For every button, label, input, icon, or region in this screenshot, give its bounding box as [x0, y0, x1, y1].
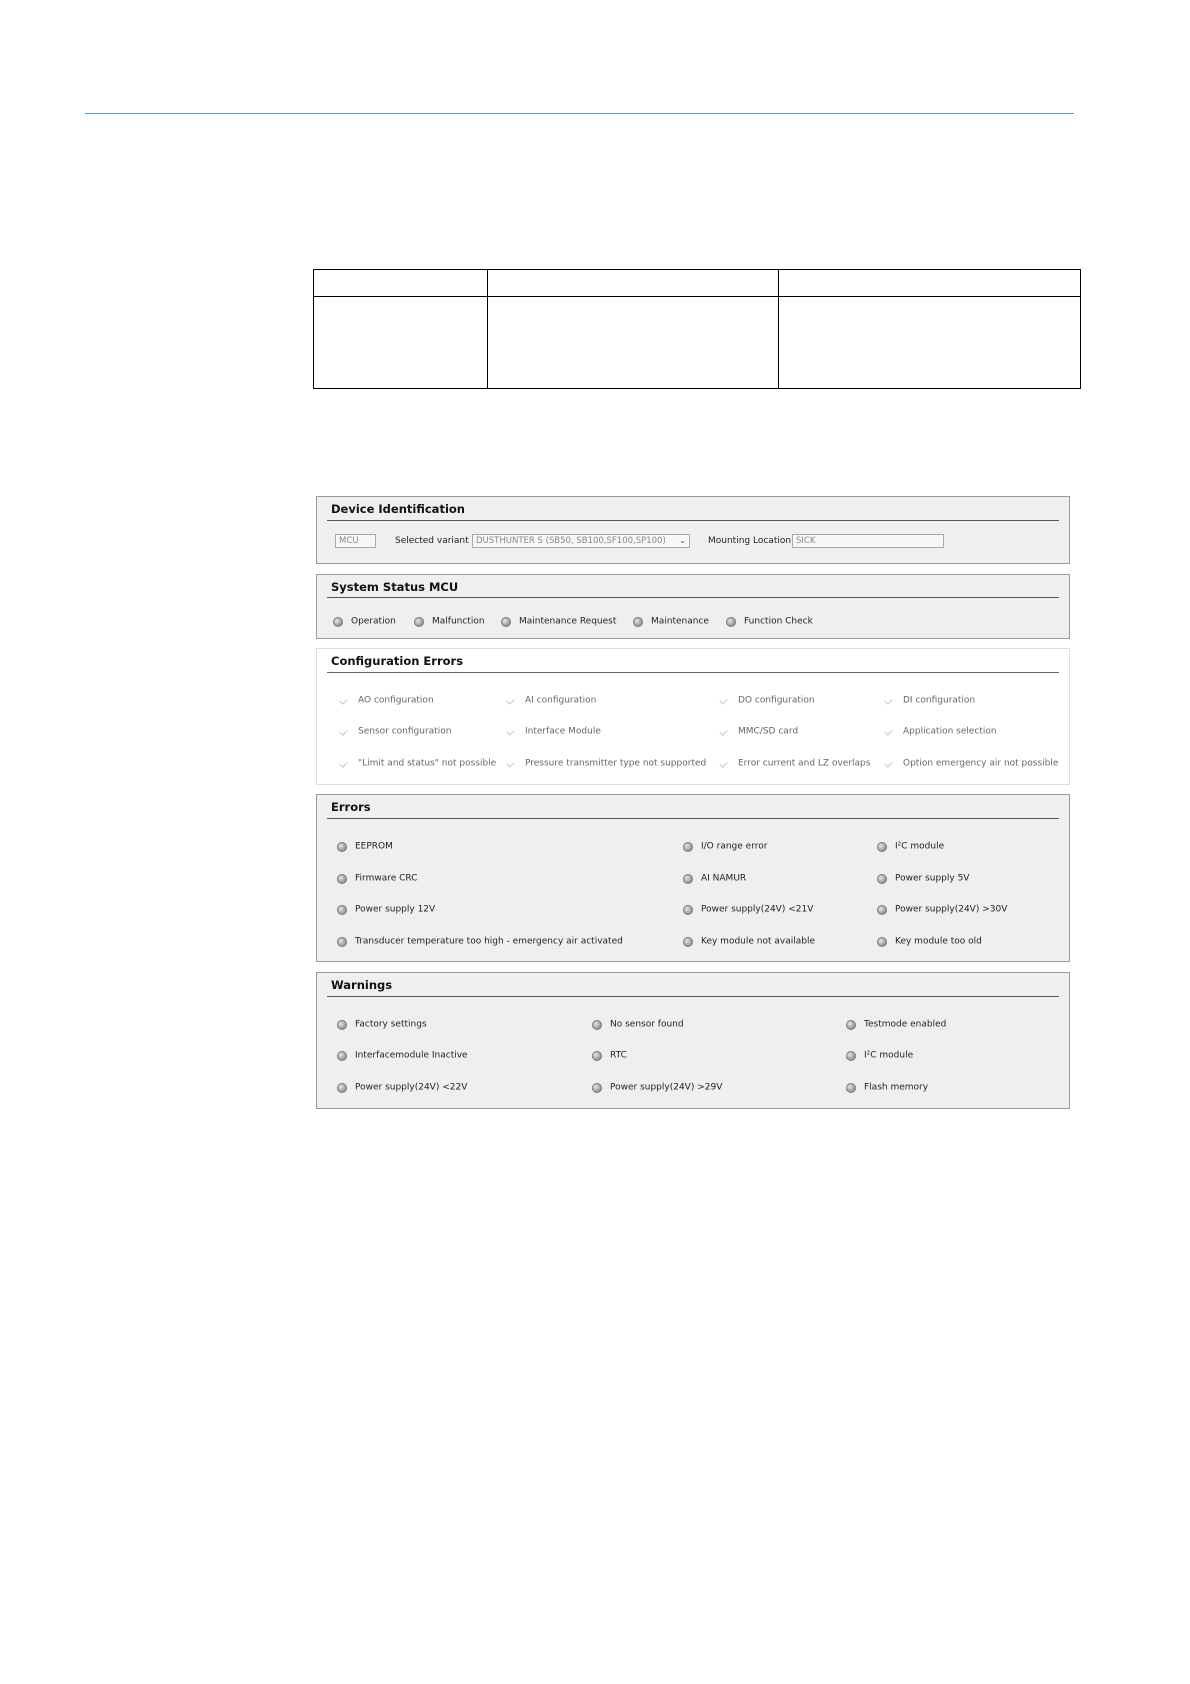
status-led-icon [337, 842, 347, 852]
config-error-item: Pressure transmitter type not supported [505, 753, 706, 767]
check-icon [719, 696, 727, 704]
status-led-icon [333, 617, 343, 627]
status-indicator-maintenance: Maintenance [633, 611, 709, 625]
panel-divider [327, 996, 1059, 997]
check-icon [884, 727, 892, 735]
panel-title: Errors [331, 800, 371, 814]
panel-divider [327, 818, 1059, 819]
config-error-item: Application selection [883, 721, 997, 735]
table-header-row [314, 270, 1081, 297]
warning-indicator: No sensor found [592, 1014, 684, 1028]
warning-indicator: Flash memory [846, 1077, 928, 1091]
config-error-item: Sensor configuration [338, 721, 451, 735]
check-icon [884, 759, 892, 767]
variant-select-value: DUSTHUNTER S (SB50, SB100,SF100,SP100) [476, 536, 666, 546]
status-led-icon [846, 1051, 856, 1061]
error-indicator: AI NAMUR [683, 868, 746, 882]
device-identification-panel [316, 496, 1070, 564]
status-led-icon [877, 905, 887, 915]
table-row [314, 297, 1081, 389]
config-error-item: DO configuration [718, 690, 815, 704]
status-led-icon [683, 874, 693, 884]
system-status-panel [316, 574, 1070, 639]
status-led-icon [337, 1083, 347, 1093]
warning-indicator: Interfacemodule Inactive [337, 1045, 468, 1059]
table-header-cell [488, 270, 779, 297]
status-led-icon [337, 905, 347, 915]
status-led-icon [337, 1051, 347, 1061]
check-icon [506, 727, 514, 735]
panel-divider [327, 672, 1059, 673]
status-led-icon [683, 905, 693, 915]
status-indicator-function-check: Function Check [726, 611, 813, 625]
error-indicator: Power supply 12V [337, 899, 435, 913]
config-error-item: Interface Module [505, 721, 601, 735]
table-header-cell [779, 270, 1081, 297]
status-led-icon [337, 937, 347, 947]
check-icon [339, 727, 347, 735]
table-cell [779, 297, 1081, 389]
status-led-icon [683, 842, 693, 852]
error-indicator: Key module not available [683, 931, 815, 945]
check-icon [506, 759, 514, 767]
selected-variant-label: Selected variant [395, 536, 469, 546]
chevron-down-icon[interactable]: ⌄ [679, 536, 686, 545]
status-led-icon [592, 1020, 602, 1030]
status-led-icon [846, 1083, 856, 1093]
status-led-icon [877, 842, 887, 852]
error-indicator: I/O range error [683, 836, 767, 850]
config-error-item: Option emergency air not possible [883, 753, 1058, 767]
table-cell [314, 297, 488, 389]
mounting-location-field[interactable]: SICK [792, 534, 944, 548]
config-error-item: DI configuration [883, 690, 975, 704]
check-icon [719, 759, 727, 767]
status-led-icon [877, 874, 887, 884]
table-cell [488, 297, 779, 389]
panel-divider [327, 597, 1059, 598]
status-led-icon [592, 1083, 602, 1093]
check-icon [339, 759, 347, 767]
config-error-item: AO configuration [338, 690, 434, 704]
warning-indicator: Power supply(24V) >29V [592, 1077, 722, 1091]
variant-select[interactable] [472, 534, 690, 548]
document-table [313, 269, 1081, 389]
status-led-icon [846, 1020, 856, 1030]
error-indicator: EEPROM [337, 836, 393, 850]
panel-title: Warnings [331, 978, 393, 992]
check-icon [719, 727, 727, 735]
check-icon [506, 696, 514, 704]
status-indicator-operation: Operation [333, 611, 396, 625]
status-led-icon [501, 617, 511, 627]
error-indicator: Firmware CRC [337, 868, 417, 882]
panel-divider [327, 520, 1059, 521]
error-indicator: Transducer temperature too high - emergency air activated [337, 931, 623, 945]
config-error-item: MMC/SD card [718, 721, 798, 735]
device-field[interactable]: MCU [335, 534, 376, 548]
panel-title: Configuration Errors [331, 654, 464, 668]
check-icon [339, 696, 347, 704]
warning-indicator: RTC [592, 1045, 627, 1059]
warning-indicator: Power supply(24V) <22V [337, 1077, 467, 1091]
config-error-item: AI configuration [505, 690, 596, 704]
status-led-icon [337, 1020, 347, 1030]
status-led-icon [633, 617, 643, 627]
warning-indicator: I²C module [846, 1045, 913, 1059]
header-rule [85, 113, 1074, 114]
panel-title: System Status MCU [331, 580, 459, 594]
warnings-panel [316, 972, 1070, 1109]
status-led-icon [414, 617, 424, 627]
status-indicator-maintenance-request: Maintenance Request [501, 611, 616, 625]
config-error-item: "Limit and status" not possible [338, 753, 496, 767]
status-led-icon [337, 874, 347, 884]
error-indicator: Power supply(24V) >30V [877, 899, 1007, 913]
error-indicator: Power supply(24V) <21V [683, 899, 813, 913]
config-error-item: Error current and LZ overlaps [718, 753, 870, 767]
status-led-icon [877, 937, 887, 947]
warning-indicator: Testmode enabled [846, 1014, 946, 1028]
status-led-icon [683, 937, 693, 947]
status-led-icon [726, 617, 736, 627]
table-header-cell [314, 270, 488, 297]
errors-panel [316, 794, 1070, 962]
configuration-errors-panel [316, 648, 1070, 785]
check-icon [884, 696, 892, 704]
status-led-icon [592, 1051, 602, 1061]
mounting-location-label: Mounting Location [708, 536, 792, 546]
status-indicator-malfunction: Malfunction [414, 611, 485, 625]
warning-indicator: Factory settings [337, 1014, 427, 1028]
error-indicator: I²C module [877, 836, 944, 850]
error-indicator: Key module too old [877, 931, 982, 945]
panel-title: Device Identification [331, 502, 465, 516]
error-indicator: Power supply 5V [877, 868, 969, 882]
